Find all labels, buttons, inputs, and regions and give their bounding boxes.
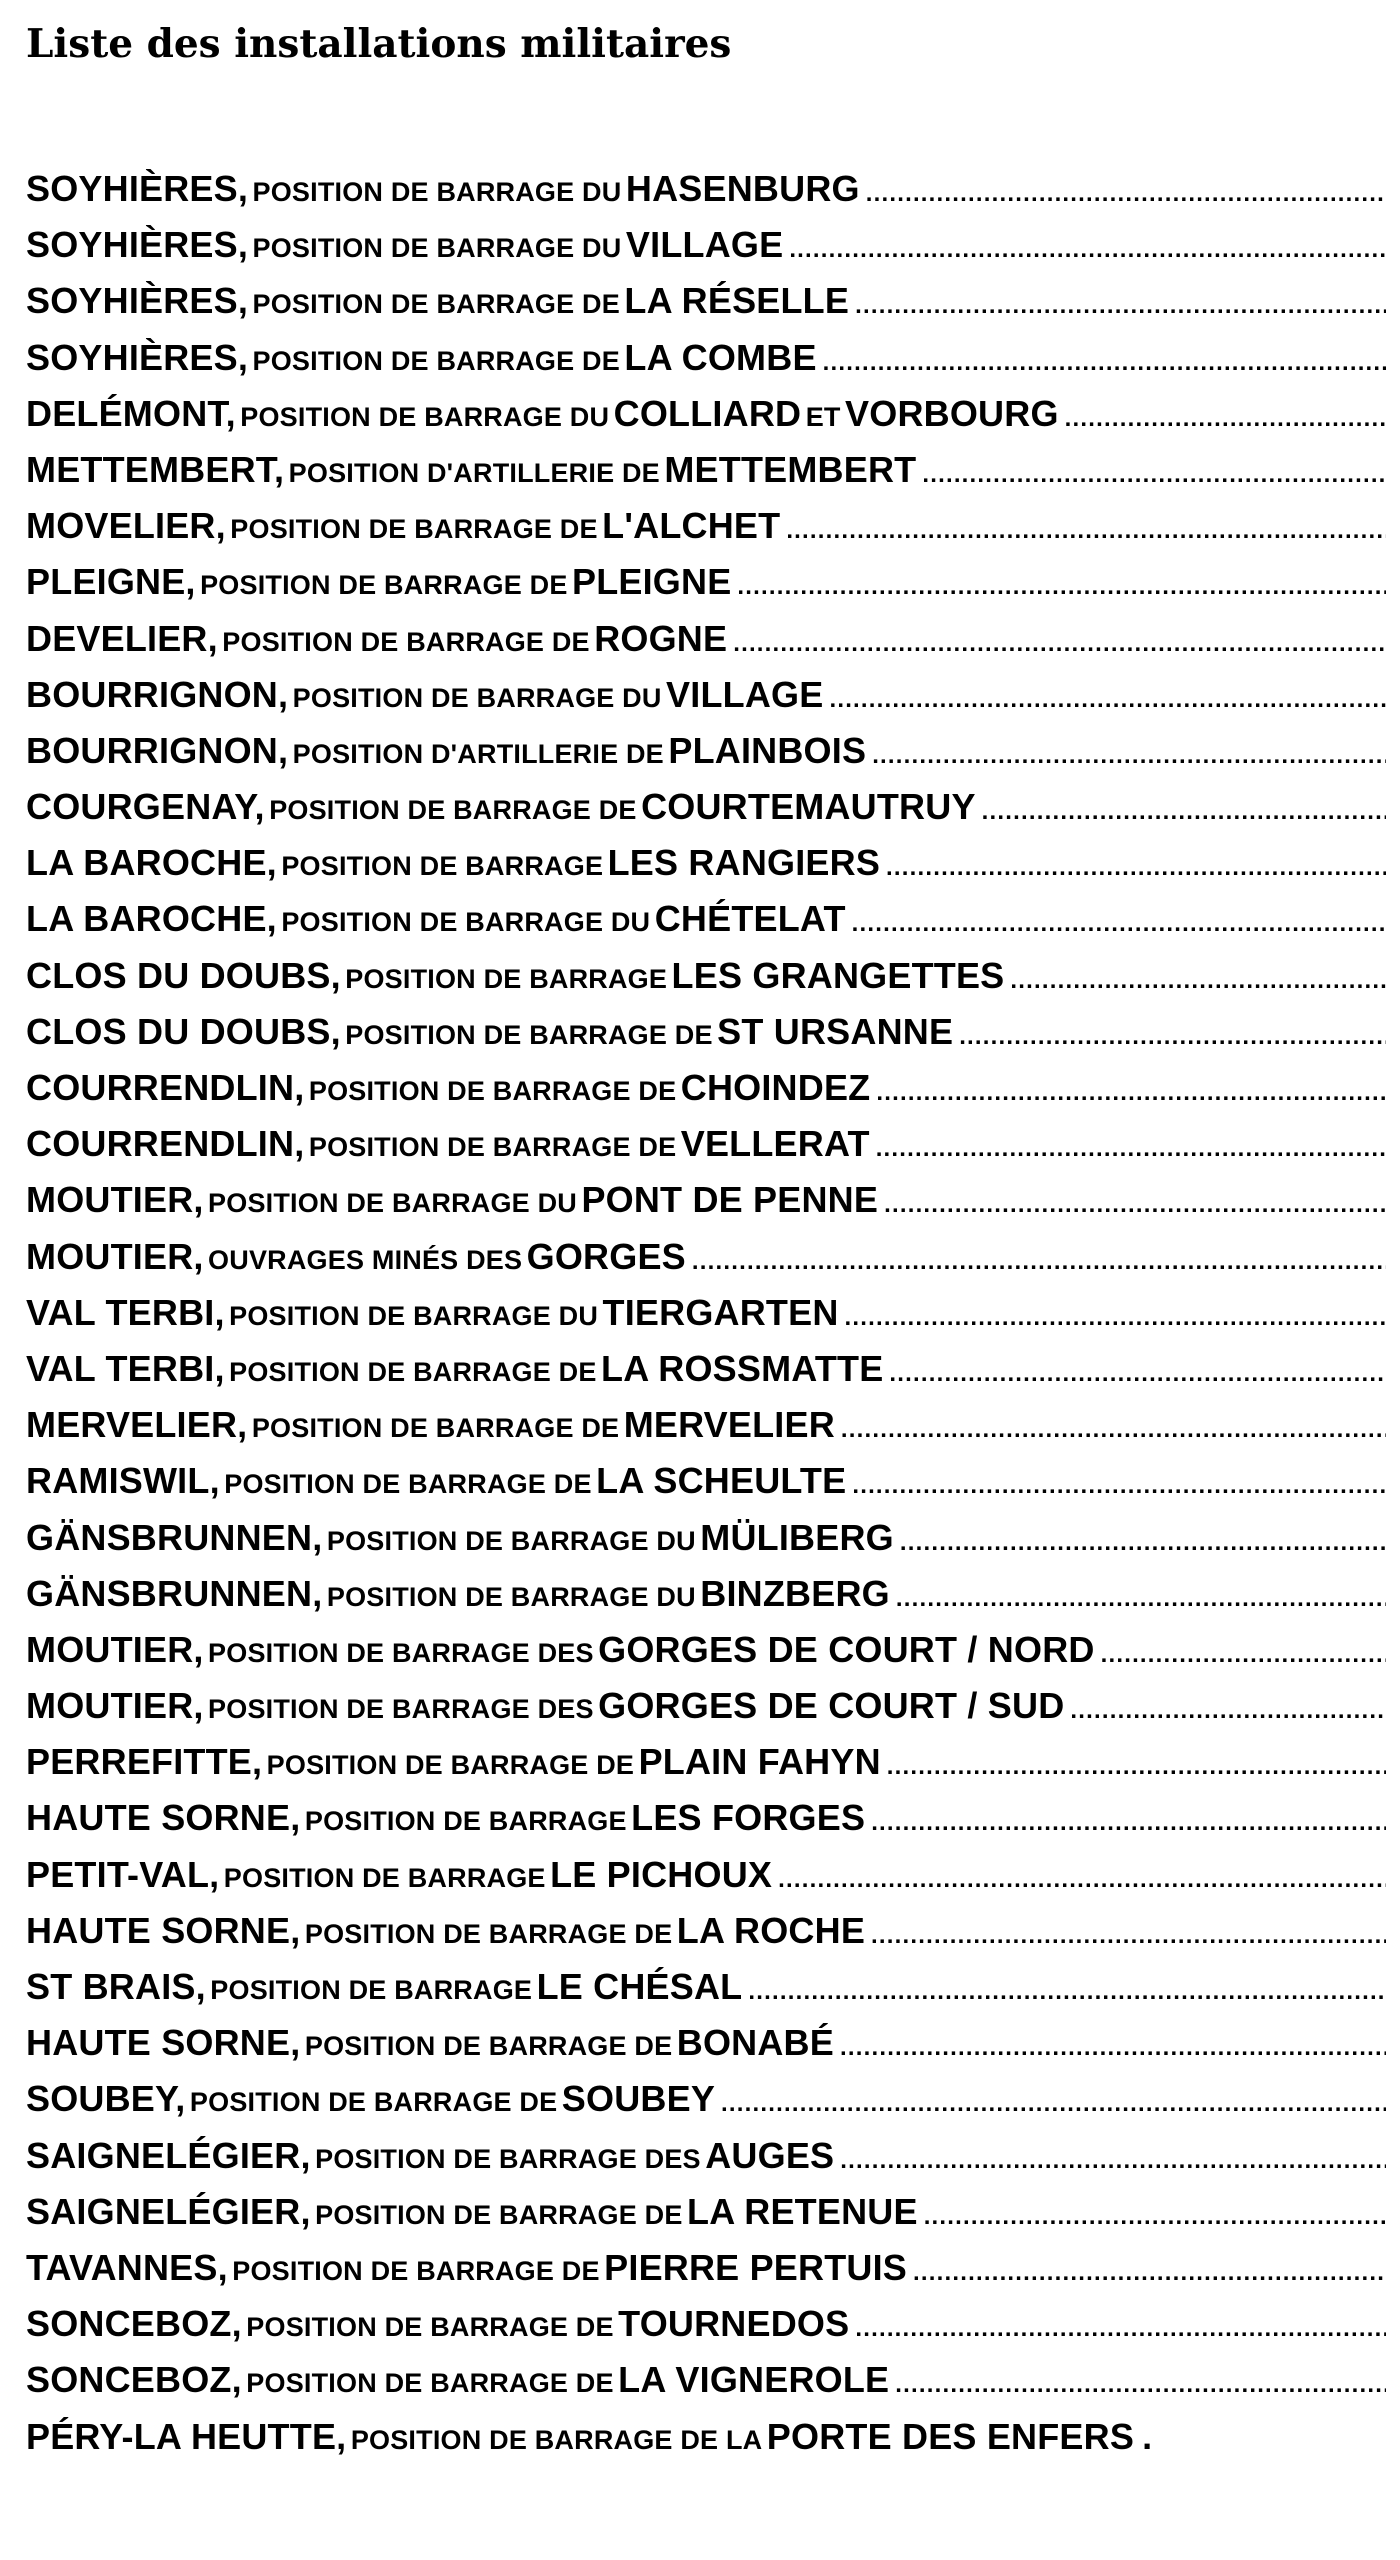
entry-text (26, 2022, 834, 2064)
entry-text (26, 786, 976, 828)
entry-place: SAIGNELÉGIER, (26, 2134, 311, 2176)
entry-kind: POSITION DE BARRAGE DE (269, 795, 637, 826)
entry-text (26, 1348, 883, 1390)
list-item (26, 955, 1386, 1011)
dot-leader (783, 236, 1386, 264)
entry-kind: POSITION DE BARRAGE DE (246, 2368, 614, 2399)
list-item (26, 2247, 1386, 2303)
list-item (26, 1179, 1386, 1235)
list-item (26, 1685, 1386, 1741)
list-item (26, 2135, 1386, 2191)
entry-kind: POSITION DE BARRAGE DE (315, 2199, 683, 2230)
list-item (26, 393, 1386, 449)
entry-name: GORGES DE COURT / NORD (598, 1628, 1095, 1670)
entry-kind: POSITION DE BARRAGE DU (252, 233, 622, 264)
dot-leader (953, 1023, 1386, 1051)
list-item (26, 2303, 1386, 2359)
entry-text (26, 1292, 839, 1334)
entry-name: HASENBURG (625, 168, 860, 209)
entry-place: MOUTIER, (26, 1235, 204, 1277)
entry-text (26, 2359, 889, 2401)
dot-leader (731, 573, 1386, 601)
dot-leader (686, 1248, 1386, 1276)
entry-name: PLAIN FAHYN (638, 1741, 881, 1783)
entry-name: LA SCHEULTE (596, 1460, 847, 1502)
entry-name: LA ROSSMATTE (601, 1347, 884, 1389)
dot-leader (839, 1304, 1386, 1332)
entry-name: VILLAGE (625, 224, 784, 266)
dot-leader (865, 1922, 1386, 1950)
dot-leader (780, 517, 1386, 545)
entry-text (26, 1966, 742, 2008)
entry-kind: POSITION DE BARRAGE DE (251, 1413, 620, 1444)
entry-kind: POSITION DE BARRAGE (223, 1862, 546, 1893)
entry-place: HAUTE SORNE, (26, 2022, 301, 2064)
entry-kind: POSITION DE BARRAGE DU (326, 1581, 696, 1612)
installations-list (26, 168, 1386, 2472)
entry-kind: POSITION DE BARRAGE DES (208, 1637, 594, 1668)
entry-name: AUGES (705, 2134, 835, 2176)
entry-place: SOYHIÈRES, (26, 336, 249, 378)
list-item (26, 2416, 1386, 2472)
list-item (26, 842, 1386, 898)
dot-leader (870, 1135, 1386, 1163)
dot-leader (742, 1978, 1386, 2006)
entry-name: LA RETENUE (687, 2190, 918, 2232)
entry-place: VAL TERBI, (26, 1347, 225, 1389)
entry-text (26, 955, 1004, 997)
entry-name: MÜLIBERG (700, 1516, 894, 1558)
entry-name: VILLAGE (666, 673, 824, 715)
list-item (26, 1067, 1386, 1123)
entry-name: PONT DE PENNE (581, 1179, 879, 1221)
entry-place: VAL TERBI, (26, 1291, 225, 1333)
list-item (26, 1404, 1386, 1460)
list-item (26, 1910, 1386, 1966)
entry-kind: POSITION DE BARRAGE DES (315, 2143, 701, 2174)
entry-text (26, 618, 727, 660)
entry-kind: POSITION DE BARRAGE DU (292, 682, 662, 713)
dot-leader (883, 1360, 1386, 1388)
dot-leader (1095, 1641, 1386, 1669)
entry-name: VELLERAT (680, 1123, 870, 1165)
entry-name: CHÉTELAT (654, 898, 846, 940)
entry-kind: POSITION DE BARRAGE DU (229, 1300, 599, 1331)
entry-text (26, 842, 880, 884)
entry-name: PIERRE PERTUIS (604, 2246, 908, 2288)
entry-place: COURRENDLIN, (26, 1123, 305, 1165)
list-item (26, 898, 1386, 954)
entry-name-2: VORBOURG (845, 392, 1059, 434)
list-item (26, 2078, 1386, 2134)
entry-text (26, 1685, 1064, 1727)
entry-text (26, 505, 780, 547)
dot-leader (834, 2147, 1386, 2175)
list-item (26, 2359, 1386, 2415)
dot-leader (727, 630, 1386, 658)
list-item (26, 2022, 1386, 2078)
entry-kind: POSITION DE BARRAGE DE (345, 1019, 713, 1050)
entry-kind: POSITION DE BARRAGE (210, 1975, 533, 2005)
entry-text (26, 1236, 686, 1278)
entry-name: PLAINBOIS (668, 729, 867, 771)
entry-place: PLEIGNE, (26, 561, 196, 603)
entry-kind: POSITION DE BARRAGE DE (222, 626, 590, 657)
dot-leader (1064, 1697, 1386, 1725)
entry-kind: POSITION DE BARRAGE DES (208, 1694, 594, 1725)
entry-name: BINZBERG (700, 1572, 890, 1614)
entry-name: COURTEMAUTRUY (641, 786, 976, 828)
entry-kind: POSITION DE BARRAGE DE (246, 2312, 614, 2343)
list-item (26, 449, 1386, 505)
entry-text (26, 1741, 881, 1783)
dot-leader (849, 2315, 1386, 2343)
entry-text (26, 1067, 870, 1109)
entry-text (26, 2191, 918, 2233)
list-item (26, 786, 1386, 842)
entry-text (26, 2416, 1134, 2458)
entry-text (26, 2303, 849, 2345)
entry-name: LE CHÉSAL (536, 1966, 743, 2007)
entry-kind: POSITION DE BARRAGE (345, 963, 668, 994)
entry-name: GORGES (526, 1235, 686, 1277)
dot-leader (860, 180, 1386, 208)
entry-kind: POSITION DE BARRAGE DE (189, 2087, 558, 2118)
entry-text (26, 2247, 907, 2289)
entry-name: L'ALCHET (602, 505, 781, 547)
entry-text (26, 561, 731, 603)
list-item (26, 561, 1386, 617)
dot-leader (834, 2034, 1386, 2062)
dot-leader (1004, 967, 1386, 995)
dot-leader (817, 349, 1386, 377)
entry-kind: POSITION DE BARRAGE DE (266, 1750, 635, 1781)
entry-place: PETIT-VAL, (26, 1853, 220, 1895)
entry-name: ROGNE (594, 617, 728, 659)
entry-kind: POSITION DE BARRAGE DU (240, 401, 610, 432)
list-item (26, 1236, 1386, 1292)
entry-kind: POSITION DE BARRAGE DE (252, 289, 620, 320)
entry-place: ST BRAIS, (26, 1966, 206, 2007)
entry-text (26, 168, 860, 210)
entry-kind: POSITION DE BARRAGE DE (224, 1469, 592, 1500)
entry-place: PERREFITTE, (26, 1741, 263, 1783)
entry-name: LES GRANGETTES (671, 954, 1005, 996)
entry-place: SOYHIÈRES, (26, 168, 249, 209)
entry-kind: POSITION DE BARRAGE DE (308, 1132, 677, 1163)
entry-text (26, 337, 817, 379)
list-item (26, 618, 1386, 674)
entry-name: COLLIARD (613, 392, 802, 434)
entry-text (26, 449, 916, 491)
entry-text (26, 1179, 878, 1221)
entry-place: RAMISWIL, (26, 1460, 220, 1502)
entry-kind: POSITION DE BARRAGE DE (232, 2255, 600, 2286)
entry-place: COURRENDLIN, (26, 1067, 305, 1108)
list-item (26, 1797, 1386, 1853)
dot-leader (715, 2090, 1386, 2118)
list-item (26, 1517, 1386, 1573)
list-item (26, 1741, 1386, 1797)
entry-kind: POSITION DE BARRAGE DE (229, 1356, 597, 1387)
entry-kind: POSITION DE BARRAGE DE (304, 2031, 673, 2062)
entry-place: COURGENAY, (26, 786, 265, 828)
dot-leader (976, 798, 1386, 826)
entry-place: SONCEBOZ, (26, 2303, 242, 2345)
entry-name: LA RÉSELLE (624, 280, 850, 322)
entry-name: BONABÉ (676, 2022, 834, 2064)
entry-kind: POSITION DE BARRAGE DU (281, 907, 651, 938)
entry-kind: POSITION DE BARRAGE (304, 1806, 627, 1837)
entry-place: BOURRIGNON, (26, 729, 289, 771)
dot-leader (849, 292, 1386, 320)
entry-kind: POSITION DE BARRAGE DE (308, 1076, 677, 1106)
entry-kind: POSITION DE BARRAGE DU (326, 1525, 696, 1556)
list-item (26, 1011, 1386, 1067)
entry-place: CLOS DU DOUBS, (26, 1010, 341, 1052)
dot-leader (880, 854, 1386, 882)
dot-leader (907, 2259, 1386, 2287)
entry-text (26, 1573, 890, 1615)
entry-kind: POSITION DE BARRAGE DE (200, 570, 568, 601)
list-item (26, 730, 1386, 786)
entry-text (26, 1910, 865, 1952)
entry-name: LE PICHOUX (550, 1853, 773, 1895)
entry-text (26, 393, 1059, 435)
entry-place: SAIGNELÉGIER, (26, 2190, 311, 2232)
entry-kind: POSITION D'ARTILLERIE DE (288, 457, 660, 488)
entry-place: DEVELIER, (26, 617, 218, 659)
dot-leader (835, 1416, 1386, 1444)
dot-leader (866, 742, 1386, 770)
entry-place: BOURRIGNON, (26, 673, 289, 715)
entry-text (26, 1629, 1095, 1671)
entry-place: MOUTIER, (26, 1628, 204, 1670)
entry-name: MERVELIER (623, 1404, 835, 1446)
entry-place: SOYHIÈRES, (26, 280, 249, 322)
entry-place: MOUTIER, (26, 1179, 204, 1221)
entry-text (26, 674, 823, 716)
entry-name: LES RANGIERS (607, 842, 881, 884)
entry-place: MERVELIER, (26, 1404, 248, 1446)
entry-name: TOURNEDOS (618, 2303, 850, 2345)
entry-text (26, 2078, 715, 2120)
entry-kind: POSITION DE BARRAGE DE LA (350, 2424, 763, 2455)
entry-name: LES FORGES (631, 1797, 866, 1839)
list-item (26, 1966, 1386, 2022)
entry-place: SONCEBOZ, (26, 2359, 242, 2401)
entry-place: MOVELIER, (26, 505, 226, 547)
entry-name: TIERGARTEN (602, 1291, 839, 1333)
list-item (26, 168, 1386, 224)
entry-place: MOUTIER, (26, 1685, 204, 1727)
entry-kind: POSITION DE BARRAGE DE (230, 514, 598, 545)
entry-name: PORTE DES ENFERS (766, 2415, 1135, 2457)
entry-place: SOYHIÈRES, (26, 224, 249, 266)
entry-name: LA COMBE (624, 336, 817, 378)
list-item (26, 280, 1386, 336)
entry-place: SOUBEY, (26, 2078, 186, 2120)
entry-text (26, 280, 849, 322)
entry-text (26, 1404, 835, 1446)
list-item (26, 1292, 1386, 1348)
entry-text (26, 898, 846, 940)
list-item (26, 1629, 1386, 1685)
entry-place: METTEMBERT, (26, 448, 285, 490)
list-item (26, 505, 1386, 561)
entry-place: GÄNSBRUNNEN, (26, 1572, 323, 1614)
dot-leader (846, 1472, 1386, 1500)
entry-name: CHOINDEZ (680, 1067, 871, 1108)
entry-place: GÄNSBRUNNEN, (26, 1516, 323, 1558)
entry-name: LA ROCHE (676, 1909, 866, 1951)
entry-place: TAVANNES, (26, 2246, 228, 2288)
entry-text (26, 2135, 834, 2177)
dot-leader (870, 1079, 1386, 1107)
entry-place: LA BAROCHE, (26, 842, 277, 884)
list-item (26, 1123, 1386, 1179)
dot-leader (894, 1529, 1386, 1557)
dot-leader (916, 461, 1386, 489)
entry-kind: POSITION DE BARRAGE DU (252, 177, 622, 207)
dot-leader (772, 1866, 1386, 1894)
entry-name: SOUBEY (561, 2078, 716, 2120)
dot-leader (846, 910, 1386, 938)
list-item (26, 1460, 1386, 1516)
entry-name: METTEMBERT (664, 448, 917, 490)
entry-text (26, 224, 783, 266)
dot-leader (918, 2203, 1386, 2231)
list-item (26, 2191, 1386, 2247)
entry-name: GORGES DE COURT / SUD (598, 1685, 1065, 1727)
entry-name: LA VIGNEROLE (618, 2359, 890, 2401)
entry-text (26, 1011, 953, 1053)
entry-name: ST URSANNE (717, 1010, 954, 1052)
list-item (26, 1348, 1386, 1404)
dot-leader (890, 1585, 1386, 1613)
dot-leader (889, 2371, 1386, 2399)
entry-text (26, 1460, 846, 1502)
dot-leader (881, 1753, 1386, 1781)
entry-place: CLOS DU DOUBS, (26, 954, 341, 996)
dot-leader (865, 1809, 1386, 1837)
list-item (26, 1854, 1386, 1910)
entry-ending: . (1142, 2415, 1153, 2457)
entry-place: HAUTE SORNE, (26, 1909, 301, 1951)
entry-text (26, 730, 866, 772)
list-item (26, 1573, 1386, 1629)
page-title: Liste des installations militaires (26, 21, 732, 67)
list-item (26, 674, 1386, 730)
entry-kind: POSITION DE BARRAGE DU (208, 1188, 577, 1219)
entry-place: DELÉMONT, (26, 392, 236, 434)
list-item (26, 337, 1386, 393)
dot-leader (1059, 405, 1386, 433)
entry-joiner: ET (805, 401, 841, 432)
dot-leader (823, 686, 1386, 714)
entry-kind: OUVRAGES MINÉS DES (208, 1244, 523, 1275)
entry-text (26, 1517, 894, 1559)
dot-leader (878, 1191, 1386, 1219)
entry-name: PLEIGNE (571, 561, 732, 603)
entry-place: HAUTE SORNE, (26, 1797, 301, 1839)
entry-place: LA BAROCHE, (26, 898, 277, 940)
list-item (26, 224, 1386, 280)
entry-kind: POSITION DE BARRAGE DE (304, 1918, 673, 1949)
entry-text (26, 1854, 772, 1896)
entry-kind: POSITION DE BARRAGE (281, 851, 604, 882)
entry-place: PÉRY-LA HEUTTE, (26, 2415, 347, 2457)
entry-text (26, 1123, 870, 1165)
entry-kind: POSITION DE BARRAGE DE (252, 345, 620, 376)
entry-kind: POSITION D'ARTILLERIE DE (292, 738, 664, 769)
entry-text (26, 1797, 865, 1839)
